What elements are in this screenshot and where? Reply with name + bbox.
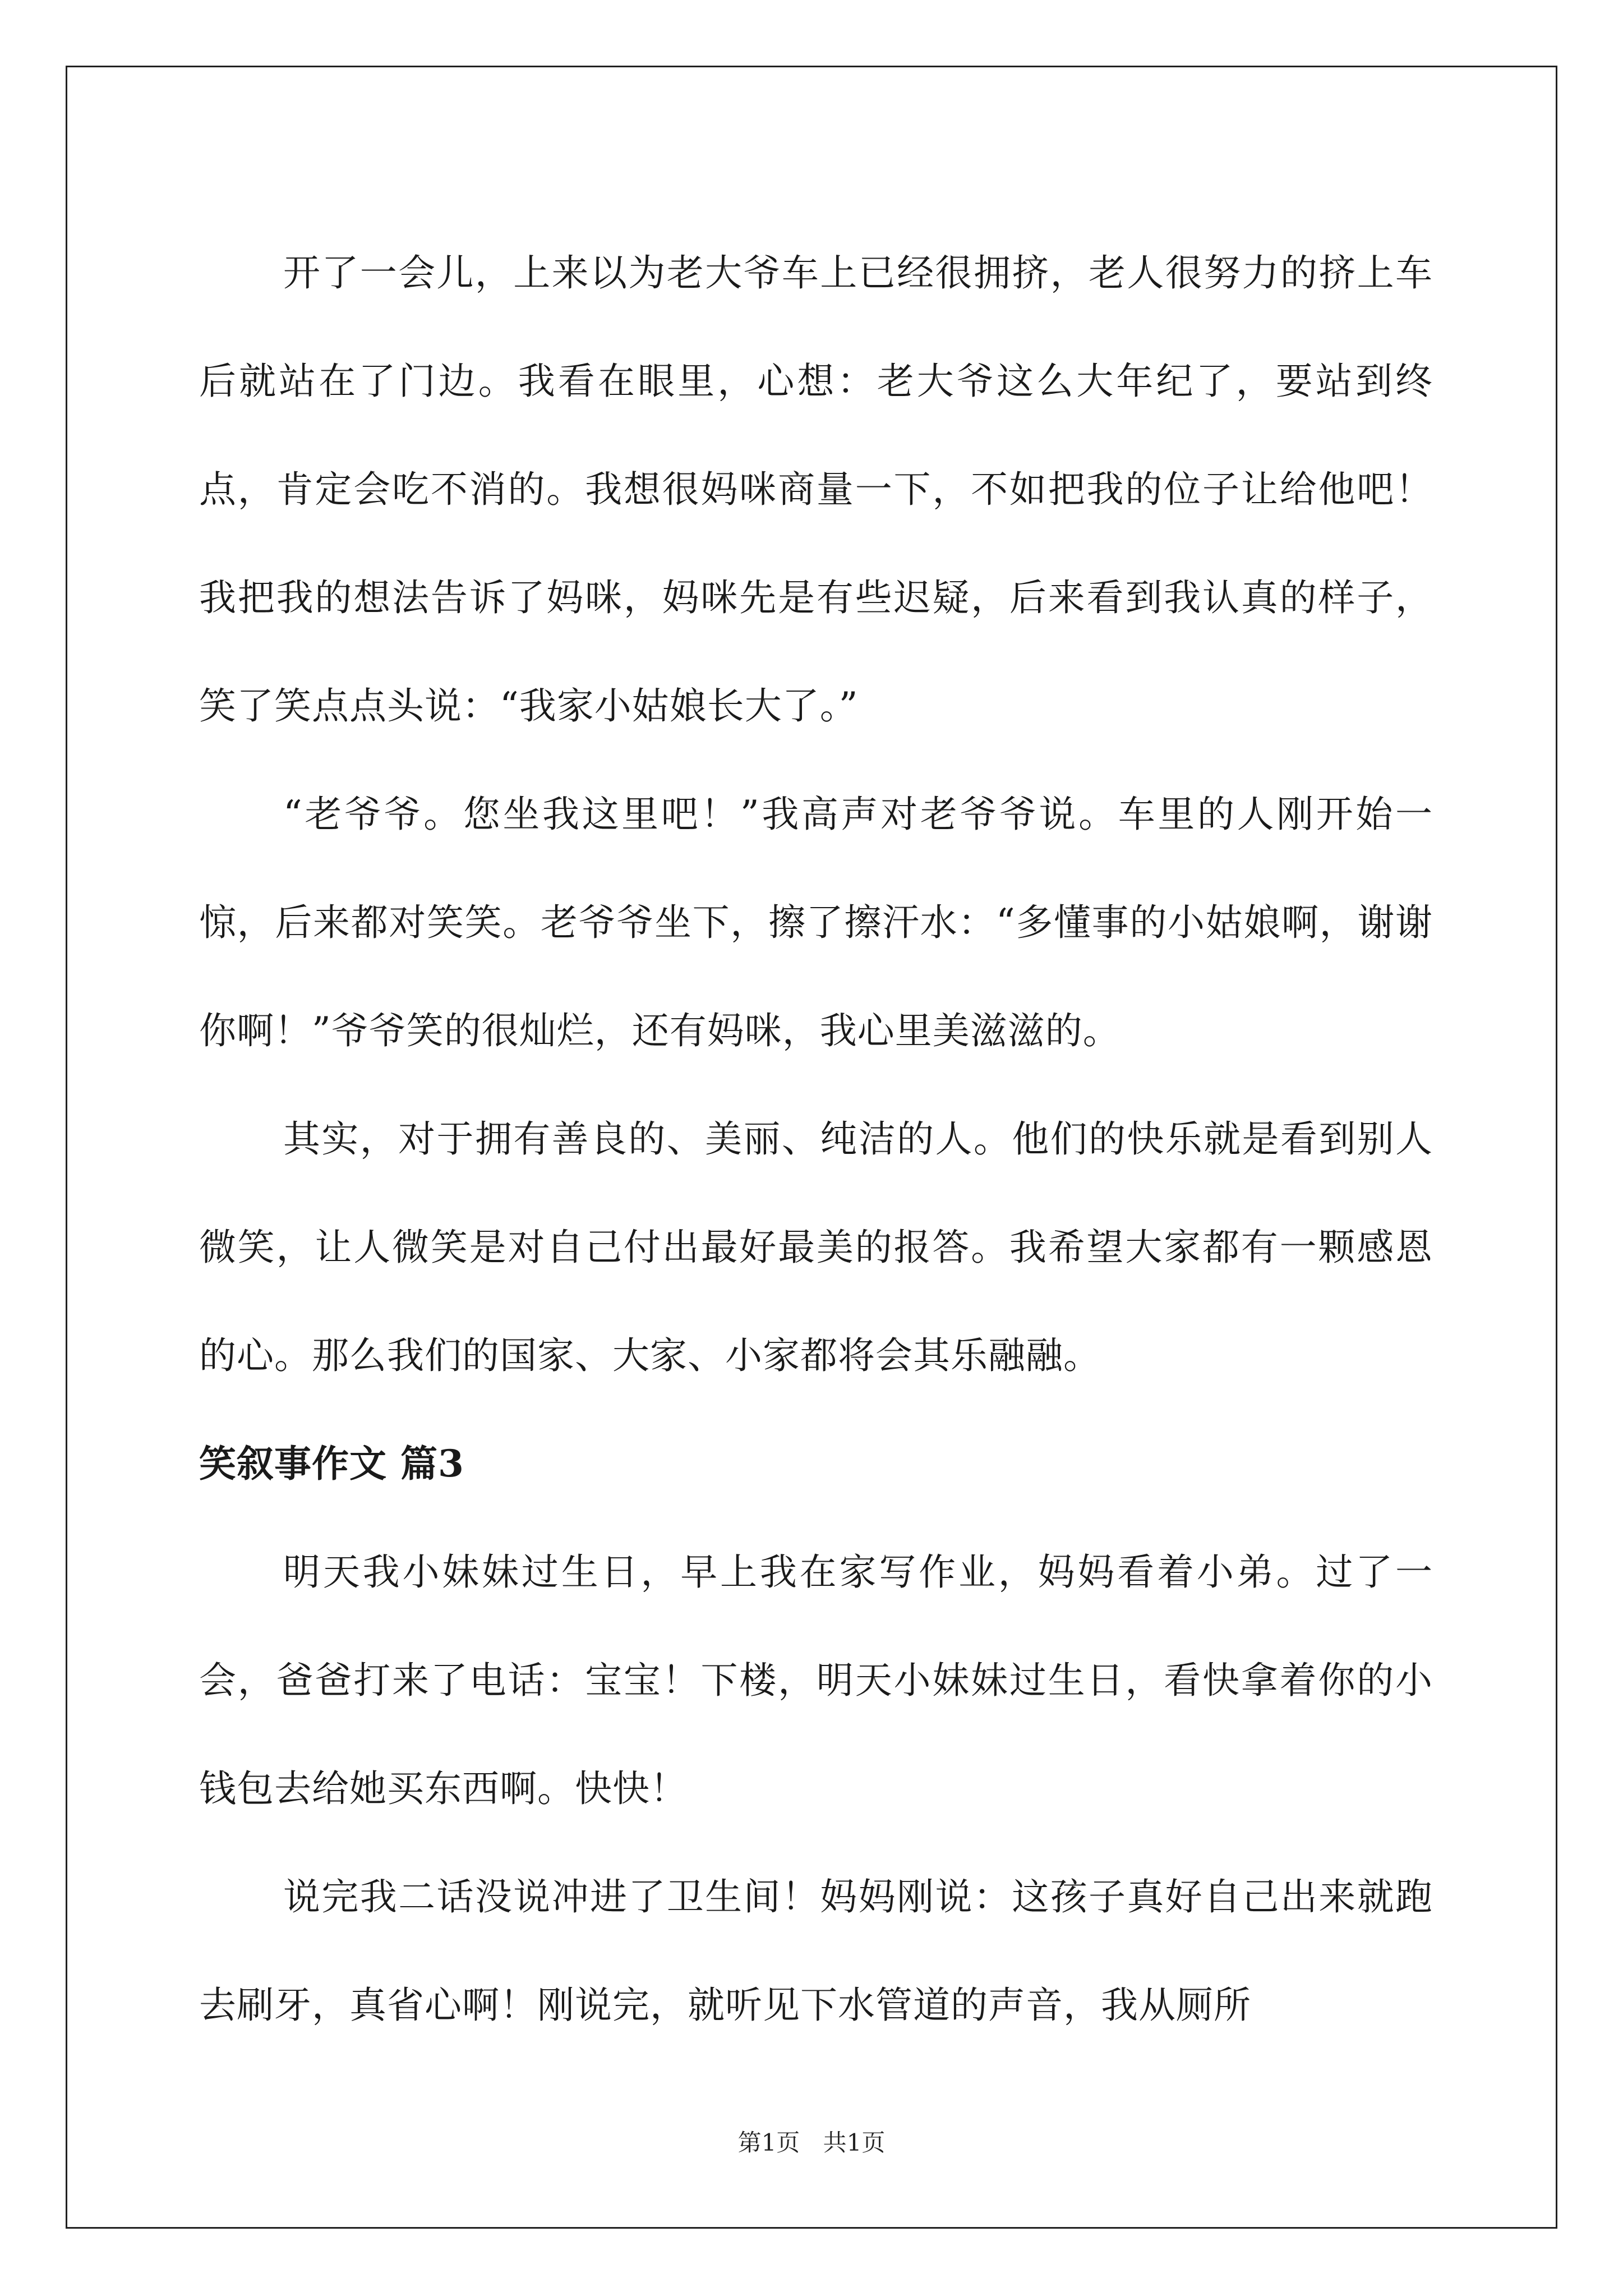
- document-body: [199, 219, 1433, 2059]
- page-total: 共1页: [823, 2129, 886, 2156]
- paragraph: “老爷爷。您坐我这里吧！”我高声对老爷爷说。车里的人刚开始一惊，后来都对笑笑。老爷爷坐下，擦了擦汗水：“多懂事的小姑娘啊，谢谢你啊！”爷爷笑的很灿烂，还有妈咪，我心里美滋滋的。: [199, 793, 1433, 1052]
- page-footer: [0, 2126, 1623, 2160]
- page-number: 第1页: [737, 2129, 800, 2156]
- paragraph: 开了一会儿，上来以为老大爷车上已经很拥挤，老人很努力的挤上车后就站在了门边。我看在眼里，心想：老大爷这么大年纪了，要站到终点，肯定会吃不消的。我想很妈咪商量一下，不如把我的位子让给他吧！我把我的想法告诉了妈咪，妈咪先是有些迟疑，后来看到我认真的样子，笑了笑点点头说：“我家小姑娘长大了。”: [199, 251, 1433, 728]
- section-title: 笑叙事作文 篇3: [199, 1442, 464, 1485]
- paragraph: 说完我二话没说冲进了卫生间！妈妈刚说：这孩子真好自己出来就跑去刷牙，真省心啊！刚说完，就听见下水管道的声音，我从厕所: [199, 1875, 1433, 2027]
- paragraph: 明天我小妹妹过生日，早上我在家写作业，妈妈看着小弟。过了一会，爸爸打来了电话：宝宝！下楼，明天小妹妹过生日，看快拿着你的小钱包去给她买东西啊。快快！: [199, 1550, 1433, 1810]
- paragraph: 其实，对于拥有善良的、美丽、纯洁的人。他们的快乐就是看到别人微笑，让人微笑是对自己付出最好最美的报答。我希望大家都有一颗感恩的心。那么我们的国家、大家、小家都将会其乐融融。: [199, 1117, 1433, 1377]
